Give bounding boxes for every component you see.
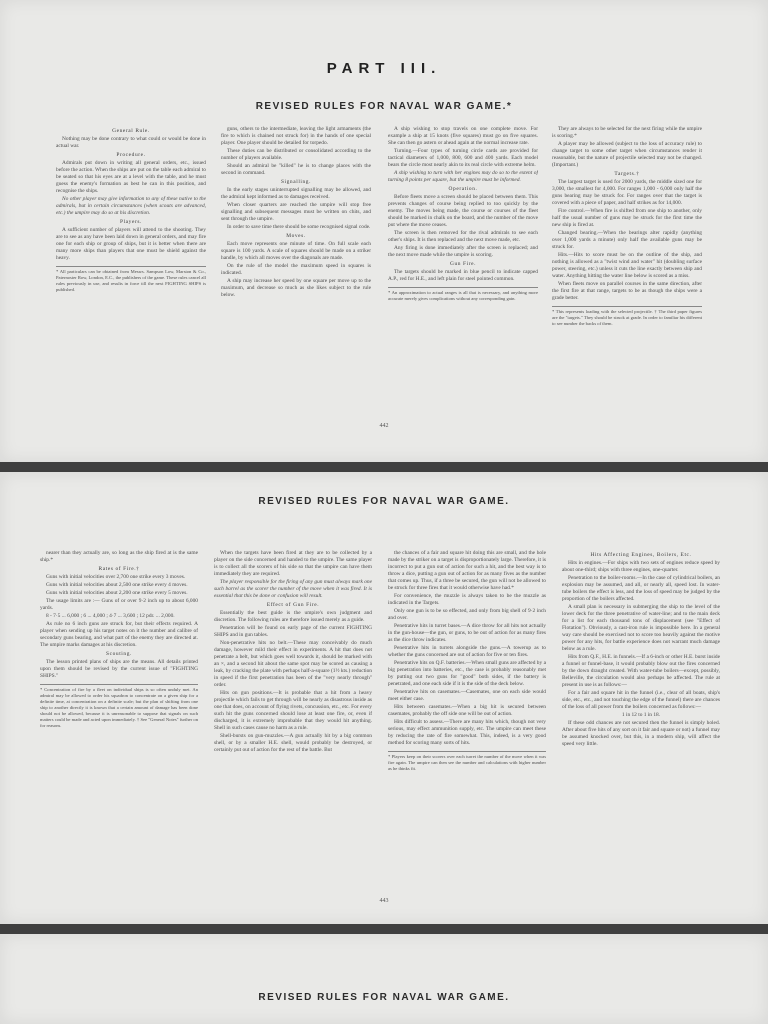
- paragraph: Hits between casemates.—When a big hit is secured between casemates, probably the off side one will be out of action.: [388, 704, 546, 717]
- column-2: [221, 126, 371, 396]
- section-heading: Signalling.: [280, 179, 312, 185]
- paragraph: The largest target is used for 2000 yards, the middle sized one for 3,000, the smallest for 4,000. For ranges 1,000 - 6,000 only half the guns bearing may be struck for. For ranges over that the target is covered with a piece of paper, and half strikes as for 14,000.: [552, 179, 702, 206]
- section-heading: Scouting.: [106, 651, 132, 657]
- column-1: [40, 550, 198, 890]
- page-444-partial: [0, 934, 768, 1024]
- paragraph: A sufficient number of players will attend to the shooting. They are to see as any have been laid down in general orders, and may fire one for each ship or group of ships, but it is better when there are many more ships than players that one must be shield against the heavy.: [56, 227, 206, 261]
- section-heading: Gun Fire.: [449, 261, 477, 267]
- paragraph: Shell-bursts on gun-muzzles.—A gun actually hit by a big common shell, or by a smaller H.E. shell, would probably be destroyed, or certainly put out of action for the rest of the battle. But: [214, 733, 372, 753]
- footnote: * Players keep on their scorers over each turret the number of the move when it was fire again. The umpire can then see the number and calculations with higher number as he thinks fit.: [388, 751, 546, 772]
- paragraph: Guns with initial velocities over 2,700 one strike every 3 moves.: [46, 574, 186, 580]
- paragraph: Changed bearing.—When the bearings alter rapidly (anything over 1,000 yards a minute) only half the available guns may be struck for.: [552, 230, 702, 250]
- paragraph: For a fair and square hit in the funnel (i.e., clear of all boats, ship's side, etc., etc., and not touching the edge of the funnel) there are chances of the loss of all power from the boilers concerned as follows:—: [562, 690, 720, 710]
- paragraph: Hits difficult to assess.—There are many hits which, though not very serious, may effect ammunition supply, etc. The umpire can meet these by reducing the rate of fire somewhat. This, indeed, is a very good method for scoring many sorts of hits.: [388, 719, 546, 746]
- paragraph: Before fleets move a screen should be placed between them. This prevents changes of course being replied to too quickly by the enemy. The moves being made, the course or courses of the fleet should be marked in chalk on the board, and the number of the move put where the move ceases.: [388, 194, 538, 228]
- paragraph: 1 in 12 to 1 in 18.: [621, 712, 661, 718]
- paragraph: Nothing may be done contrary to what could or would be done in actual war.: [56, 136, 206, 149]
- running-title: REVISED RULES FOR NAVAL WAR GAME.: [258, 992, 510, 1003]
- paragraph: Essentially the best guide is the umpire's own judgment and discretion. The following rules are therefore issued merely as a guide.: [214, 610, 372, 623]
- paragraph: Hits on gun positions.—It is probable that a hit from a heavy projectile which fails to get through will be nearly as disastrous inside as one that does, on account of flying rivets, concussion, etc., etc. For every such hit the guns concerned should lose at least one fire, or, even if discharged, it is extremely improbable that they would hit anything. Shell in such cases cause no harm as a rule.: [214, 690, 372, 731]
- section-heading: Players.: [119, 219, 143, 225]
- paragraph: A ship wishing to turn with her engines may do so to the extent of turning 8 points per square, but the umpire must be informed.: [388, 170, 538, 183]
- footnote: * This represents loading with the selected projectile. † The third paper figures are the "targets." They should be struck at grade. In order to familiar his different to see number the backs of them.: [552, 306, 702, 327]
- paragraph: If these odd chances are not secured then the funnel is simply holed. After about five hits of any sort on it fair and square or not) a funnel may be assumed knocked over, but this, in a modern ship, will affect the speed very little.: [562, 720, 720, 747]
- paragraph: Penetration to the boiler-rooms.—In the case of cylindrical boilers, an explosion may be assumed, and all, or nearly all, speed lost. In water-tube boilers the effect is less, and the loss of speed may be judged by the proportion of the boilers affected.: [562, 575, 720, 602]
- column-3: [388, 126, 538, 396]
- paragraph: 8 - 7·5 ... 6,000 ; 6 ... 4,000 ; 4·7 ... 3,600 ; 12 pdr. ... 2,000.: [46, 613, 175, 619]
- paragraph: Fire control.—When fire is shifted from one ship to another, only half the usual number of guns may be struck for the first time the new ship is fired at.: [552, 208, 702, 228]
- paragraph: Penetrative hits in turret bases.—A dice throw for all hits not actually in the gun-house—the gun, or guns, to be out of action for as many fires as the dice throw indicates.: [388, 623, 546, 643]
- running-title: REVISED RULES FOR NAVAL WAR GAME.: [258, 496, 510, 507]
- paragraph: A player may be allowed (subject to the loss of accuracy rule) to change target to some other target when circumstances render it reasonable, but the nature of projectile selected may not be changed. (Important.): [552, 141, 702, 168]
- paragraph: The targets should be marked in blue pencil to indicate capped A.P., red for H.E., and left plain for steel pointed common.: [388, 269, 538, 282]
- column-2: [214, 550, 372, 890]
- paragraph: Guns with initial velocities about 2,500 one strike every 4 moves.: [46, 582, 188, 588]
- paragraph: Non-penetrative hits no belt.—These may conceivably do much damage, however mild their effect in experiments. A hit that does not penetrate a belt, but which goes well towards it, should be marked with an ×, and a second hit about the same spot may be scored as causing a leak, by cracking the plate with perhaps half-a-square (1½ kts.) reduction in speed if the first penetration has been of the "very nearly through" order.: [214, 640, 372, 688]
- paragraph: When closer quarters are reached the umpire will stop free signalling and subsequent messages must be written on chits, and sent through the umpire.: [221, 202, 371, 222]
- paragraph: Should an admiral be "killed" he is to change places with the second in command.: [221, 163, 371, 176]
- part-title: PART III.: [326, 60, 442, 77]
- paragraph: Hits in engines.—For ships with two sets of engines reduce speed by about one-third; ships with three engines, one-quarter.: [562, 560, 720, 573]
- column-1: [56, 126, 206, 396]
- paragraph: Penetrative hits in turrets alongside the guns.—A towerup as to whether the guns concerned are out of action for five or ten fires.: [388, 645, 546, 658]
- paragraph: On the rule of the model the maximum speed in squares is indicated.: [221, 263, 371, 276]
- paragraph: guns, others to the intermediate, leaving the light armaments (the fire to which is chained not struck for) in the hands of one special player. One player should be detailed for torpedo.: [221, 126, 371, 146]
- paragraph: The player responsible for the firing of any gun must always mark one such barrel as the scorer the number of the move when it was fired. It is essential that this be done or confusion will result.: [214, 579, 372, 599]
- paragraph: Each move represents one minute of time. On full scale each square is 100 yards. A scale of squares should be made on a striker handle, by which all moves over the diagonals are made.: [221, 241, 371, 261]
- paragraph: A small plan is necessary in submerging the ship to the level of the lower deck for the three penetrative of water-line; and to the main deck for a list for each thousand tons of displacement (see "Effect of Flotation"). Obviously, a cast-iron rule is impossible here. In a general way care should be exercised not to score too heavily against the motive power for any hits, for battle experience does not warrant much damage below as a rule.: [562, 604, 720, 652]
- paragraph: A ship may increase her speed by one square per move up to the maximum, and decrease so much as she likes subject to the rule below.: [221, 278, 371, 298]
- running-title: REVISED RULES FOR NAVAL WAR GAME.*: [255, 101, 513, 112]
- text-columns: [40, 550, 720, 890]
- paragraph: The lesson printed plans of ships are the means. All details printed upon them should be revised by the current issue of "FIGHTING SHIPS.": [40, 659, 198, 679]
- paragraph: They are always to be selected for the next firing while the umpire is scoring.*: [552, 126, 702, 139]
- footnote: * All particulars can be obtained from Messrs. Sampson Low, Marston & Co., Paternoster Row, London, E.C., the publishers of the game. These rules cancel all rules previously in use, and results in force till the next FIGHTING SHIPS is published.: [56, 266, 206, 293]
- paragraph: Only one gun is to be so effected, and only from big shell of 9·2 inch and over.: [388, 608, 546, 621]
- paragraph: For convenience, the muzzle is always taken to be the muzzle as indicated in the Targets.: [388, 593, 546, 606]
- paragraph: Penetrative hits on Q.F. batteries.—When small guns are affected by a big penetration into batteries, etc., the case is probably reasonably met by putting out two guns for "good" both sides, if the battery is penetrated, and one each side if it is the side of the deck below.: [388, 660, 546, 687]
- paragraph: The screen is then removed for the rival admirals to see each other's ships. It is then replaced and the next move made, etc.: [388, 230, 538, 243]
- footnote: * Concentration of fire by a fleet on individual ships is so often unduly met. An admiral may be allowed to order his squadron to concentrate on a given ship for a definite time, at concentration on a definite scale; but the plan of shifting from one ship to another directly it is known that a certain amount of damage has been done should not be allowed, because it is unreasonable to suppose that signals on such matters could be made and acted upon immediately. † See "General Notes" further on for reasons.: [40, 684, 198, 729]
- paragraph: Hits.—Hits to score must be on the outline of the ship, and nothing is allowed as a "twist wind and water" hit (doubling surface power, steering, etc.) unless it cuts the line exactly between ship and water. Anything hitting the water line below is scored as a miss.: [552, 252, 702, 279]
- page-number: 443: [379, 898, 389, 904]
- section-heading: Effect of Gun Fire.: [266, 602, 320, 608]
- paragraph: Hits from Q.F., H.E. in funnels.—If a 6-inch or other H.E. burst inside a funnel or funnel-base, it would probably blow out the fires concerned by the down draught created. With water-tube boilers—except, possibly, Belleville, the circulation would also perhaps be affected. The rule at present in use is as follows:—: [562, 654, 720, 688]
- paragraph: Admirals put down in writing all general orders, etc., issued before the action. When the ships are put on the table each admiral to be seated so that his eyes are at a level with the table, and he must guess the enemy's formation as best he can in this position, and recognise the ships.: [56, 160, 206, 194]
- paragraph: In the early stages uninterrupted signalling may be allowed, and the admiral kept informed as to damages received.: [221, 187, 371, 200]
- section-heading: Hits Affecting Engines, Boilers, Etc.: [590, 552, 692, 558]
- paragraph: In order to save time there should be some recognised signal code.: [227, 224, 371, 230]
- paragraph: The usage limits are :— Guns of or over 9·2 inch up to about 6,000 yards.: [40, 598, 198, 611]
- page-443: [0, 472, 768, 924]
- paragraph: A ship wishing to stop travels on one complete move. For example a ship at 15 knots (five squares) must go on five squares. She can then go astern or ahead again at the normal increase rate.: [388, 126, 538, 146]
- column-3: [388, 550, 546, 890]
- paragraph: As rule no 6 inch guns are struck for, but their effects required. A player when sending up his target notes on it the number and calibre of secondary guns bearing, and what part of the enemy they are directed at. The umpire marks damages at his discretion.: [40, 621, 198, 648]
- section-heading: Operation.: [448, 186, 478, 192]
- paragraph: the chances of a fair and square hit doing this are small, and the hole made by the striker on a target is disproportionately large. Therefore, it is incorrect to put a gun out of action for such a hit, and the best way is to throw a dice, putting a gun out of action for as many fives as the number that comes up. Thus, if a three be secured, the gun will not be allowed to be struck for three fires that it would otherwise have had.*: [388, 550, 546, 591]
- section-heading: General Rule.: [112, 128, 150, 134]
- paragraph: Penetration will be found on early page of the current FIGHTING SHIPS and in gun tables.: [214, 625, 372, 638]
- paragraph: nearer than they actually are, so long as the ship fired at is the same ship.*: [40, 550, 198, 563]
- paragraph: No other player may give information to any of these native to the admirals, but in certain circumstances (when scouts are advanced, etc.) the umpire may do so at his discretion.: [56, 196, 206, 216]
- paragraph: Guns with initial velocities about 2,200 one strike every 5 moves.: [46, 590, 188, 596]
- section-heading: Procedure.: [116, 152, 146, 158]
- section-heading: Targets.†: [614, 171, 640, 177]
- paragraph: Turning.—Four types of turning circle cards are provided for tactical diameters of 1,000, 800, 600 and 400 yards. Each model bears the circle most nearly akin to its real circle with extreme helm.: [388, 148, 538, 168]
- paragraph: When the targets have been fired at they are to be collected by a player on the side concerned and handed to the umpire. The same player is to collect all the scorers of his side so that the umpire can have them immediately they are required.: [214, 550, 372, 577]
- page-442: [0, 0, 768, 462]
- paragraph: When fleets move on parallel courses in the same direction, after the first fire at that range, targets to be as though the ships were a grade better.: [552, 281, 702, 301]
- column-4: [552, 126, 702, 396]
- paragraph: Penetrative hits on casemates.—Casemates, one on each side would meet either case.: [388, 689, 546, 702]
- paragraph: Any firing is done immediately after the screen is replaced; and the next move made while the umpire is scoring.: [388, 245, 538, 258]
- section-heading: Moves.: [286, 233, 306, 239]
- column-4: [562, 550, 720, 890]
- paragraph: These duties can be distributed or consolidated according to the number of players available.: [221, 148, 371, 161]
- page-number: 442: [379, 423, 389, 429]
- section-heading: Rates of Fire.†: [98, 566, 140, 572]
- footnote: * An approximation to actual ranges is all that is necessary, and anything more accurate merely gives complications without any corresponding gain.: [388, 287, 538, 302]
- text-columns: [56, 126, 702, 396]
